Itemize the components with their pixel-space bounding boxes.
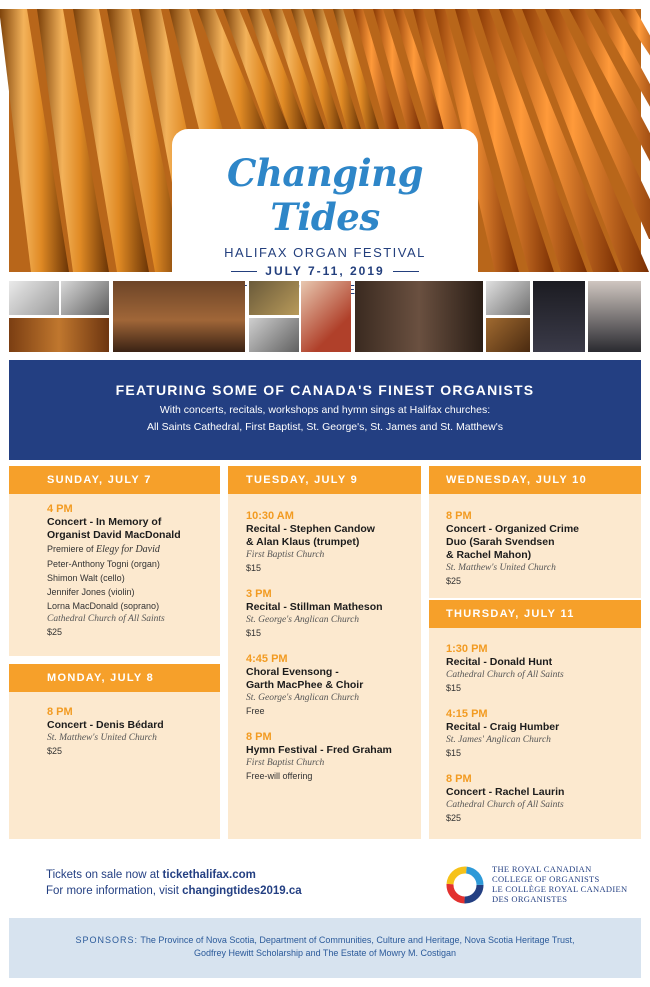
event-time: 4:15 PM xyxy=(446,708,488,720)
day-heading: SUNDAY, JULY 7 xyxy=(9,466,220,494)
banner-heading: FEATURING SOME OF CANADA'S FINEST ORGANISTS xyxy=(115,382,535,398)
organist-photo xyxy=(486,281,530,315)
event-title: Organist David MacDonald xyxy=(47,529,181,541)
event-price: $25 xyxy=(446,813,462,823)
event-item xyxy=(47,503,212,639)
premiere-prefix: Premiere of xyxy=(47,544,97,554)
event-item xyxy=(446,708,633,760)
event-item xyxy=(246,731,413,783)
organ-console-photo xyxy=(113,281,245,352)
event-venue: Cathedral Church of All Saints xyxy=(446,670,564,680)
rcco-line: LE COLLÈGE ROYAL CANADIEN xyxy=(492,884,628,894)
event-title: & Rachel Mahon) xyxy=(446,549,532,561)
festival-dates-text: JULY 7-11, 2019 xyxy=(265,264,385,278)
featuring-banner xyxy=(9,360,641,460)
day-panel-tuesday xyxy=(228,466,421,839)
event-time: 8 PM xyxy=(47,706,73,718)
photo-strip xyxy=(9,281,641,352)
event-time: 4 PM xyxy=(47,503,73,515)
event-title: Duo (Sarah Svendsen xyxy=(446,536,555,548)
event-time: 8 PM xyxy=(446,773,472,785)
info-line xyxy=(46,883,302,899)
festival-poster xyxy=(9,9,641,978)
event-time: 4:45 PM xyxy=(246,653,288,665)
day-heading: THURSDAY, JULY 11 xyxy=(429,600,641,628)
sponsors-line xyxy=(21,934,629,947)
event-premiere xyxy=(47,542,212,557)
event-venue: St. George's Anglican Church xyxy=(246,693,360,703)
banner-line: All Saints Cathedral, First Baptist, St. George's, St. James and St. Matthew's xyxy=(147,421,503,433)
rcco-name xyxy=(492,864,627,904)
website-link[interactable]: changingtides2019.ca xyxy=(182,885,302,897)
organ-pipes-photo xyxy=(249,281,299,315)
day-panel-thursday xyxy=(429,600,641,839)
event-item xyxy=(47,706,212,758)
event-title: Concert - Rachel Laurin xyxy=(446,786,565,798)
event-title: Recital - Stillman Matheson xyxy=(246,601,383,613)
festival-title-card xyxy=(172,129,478,297)
event-item xyxy=(246,510,413,575)
event-time: 10:30 AM xyxy=(246,510,294,522)
event-price: $15 xyxy=(446,683,462,693)
sponsors-line: Godfrey Hewitt Scholarship and The Estate of Mowry M. Costigan xyxy=(194,948,456,958)
organist-photo xyxy=(588,281,641,352)
event-performer: Jennifer Jones (violin) xyxy=(47,587,135,597)
ticket-line xyxy=(46,867,302,883)
event-title: Concert - In Memory of xyxy=(47,516,162,528)
ticket-prefix: Tickets on sale now at xyxy=(46,869,163,881)
event-price: $25 xyxy=(446,576,462,586)
day-heading: TUESDAY, JULY 9 xyxy=(228,466,421,494)
organist-photo xyxy=(301,281,351,352)
organist-photo xyxy=(9,281,59,315)
event-list xyxy=(47,706,212,771)
event-venue: St. Matthew's United Church xyxy=(47,733,157,743)
event-venue: Cathedral Church of All Saints xyxy=(47,614,165,624)
info-prefix: For more information, visit xyxy=(46,885,183,897)
sponsors-bar xyxy=(9,918,641,978)
event-title: Recital - Stephen Candow xyxy=(246,523,375,535)
event-price: $25 xyxy=(47,627,63,637)
event-item xyxy=(446,510,633,588)
event-title: Garth MacPhee & Choir xyxy=(246,679,364,691)
ticket-link[interactable]: tickethalifax.com xyxy=(162,869,256,881)
event-title: Recital - Donald Hunt xyxy=(446,656,553,668)
event-time: 1:30 PM xyxy=(446,643,488,655)
day-panel-monday xyxy=(9,664,220,839)
event-list xyxy=(47,503,212,652)
event-price: Free xyxy=(246,706,265,716)
event-time: 8 PM xyxy=(446,510,472,522)
event-performer: Peter-Anthony Togni (organ) xyxy=(47,559,160,569)
organist-photo xyxy=(355,281,483,352)
event-item xyxy=(246,653,413,718)
event-price: $25 xyxy=(47,746,63,756)
event-item xyxy=(446,643,633,695)
event-list xyxy=(446,643,633,838)
event-title: Hymn Festival - Fred Graham xyxy=(246,744,392,756)
day-heading: WEDNESDAY, JULY 10 xyxy=(429,466,641,494)
event-title: Concert - Organized Crime xyxy=(446,523,580,535)
premiere-work: Elegy for David xyxy=(96,544,160,555)
sponsors-label: SPONSORS: xyxy=(75,935,138,945)
event-time: 8 PM xyxy=(246,731,272,743)
event-list xyxy=(446,510,633,601)
event-list xyxy=(246,510,413,796)
event-item xyxy=(446,773,633,825)
event-venue: Cathedral Church of All Saints xyxy=(446,800,564,810)
event-price: $15 xyxy=(246,563,262,573)
event-venue: First Baptist Church xyxy=(246,550,325,560)
organist-photo xyxy=(249,318,299,352)
organ-console-photo xyxy=(486,318,530,352)
festival-name-en: HALIFAX ORGAN FESTIVAL xyxy=(224,245,426,260)
event-price: Free-will offering xyxy=(246,771,313,781)
event-performer: Shimon Walt (cello) xyxy=(47,573,125,583)
organ-pipes-hero xyxy=(9,9,641,297)
festival-title: Changing Tides xyxy=(227,151,423,239)
banner-line: With concerts, recitals, workshops and hymn sings at Halifax churches: xyxy=(159,404,491,416)
day-panel-wednesday xyxy=(429,466,641,598)
event-price: $15 xyxy=(246,628,262,638)
festival-dates xyxy=(172,264,478,278)
event-venue: First Baptist Church xyxy=(246,758,325,768)
event-title: & Alan Klaus (trumpet) xyxy=(246,536,360,548)
organ-console-photo xyxy=(9,318,109,352)
event-title: Concert - Denis Bédard xyxy=(47,719,164,731)
rcco-logo xyxy=(444,864,644,906)
rcco-line: THE ROYAL CANADIAN xyxy=(492,864,592,874)
event-performer: Lorna MacDonald (soprano) xyxy=(47,601,160,611)
event-item xyxy=(246,588,413,640)
day-panel-sunday xyxy=(9,466,220,656)
event-venue: St. Matthew's United Church xyxy=(446,563,556,573)
event-price: $15 xyxy=(446,748,462,758)
event-title: Recital - Craig Humber xyxy=(446,721,560,733)
organist-photo xyxy=(61,281,109,315)
day-heading: MONDAY, JULY 8 xyxy=(9,664,220,692)
organist-photo xyxy=(533,281,585,352)
event-venue: St. James' Anglican Church xyxy=(446,735,551,745)
sponsors-text: The Province of Nova Scotia, Department of Communities, Culture and Heritage, Nova Scotia Heritage Trust, xyxy=(137,935,575,945)
event-title: Choral Evensong - xyxy=(246,666,339,678)
festival-name-fr: FESTIVAL xyxy=(209,282,282,297)
rcco-line: DES ORGANISTES xyxy=(492,894,568,904)
ticket-info xyxy=(46,867,302,899)
rcco-line: COLLEGE OF ORGANISTS xyxy=(492,874,600,884)
rcco-logo-icon xyxy=(444,864,486,906)
event-venue: St. George's Anglican Church xyxy=(246,615,360,625)
event-time: 3 PM xyxy=(246,588,272,600)
